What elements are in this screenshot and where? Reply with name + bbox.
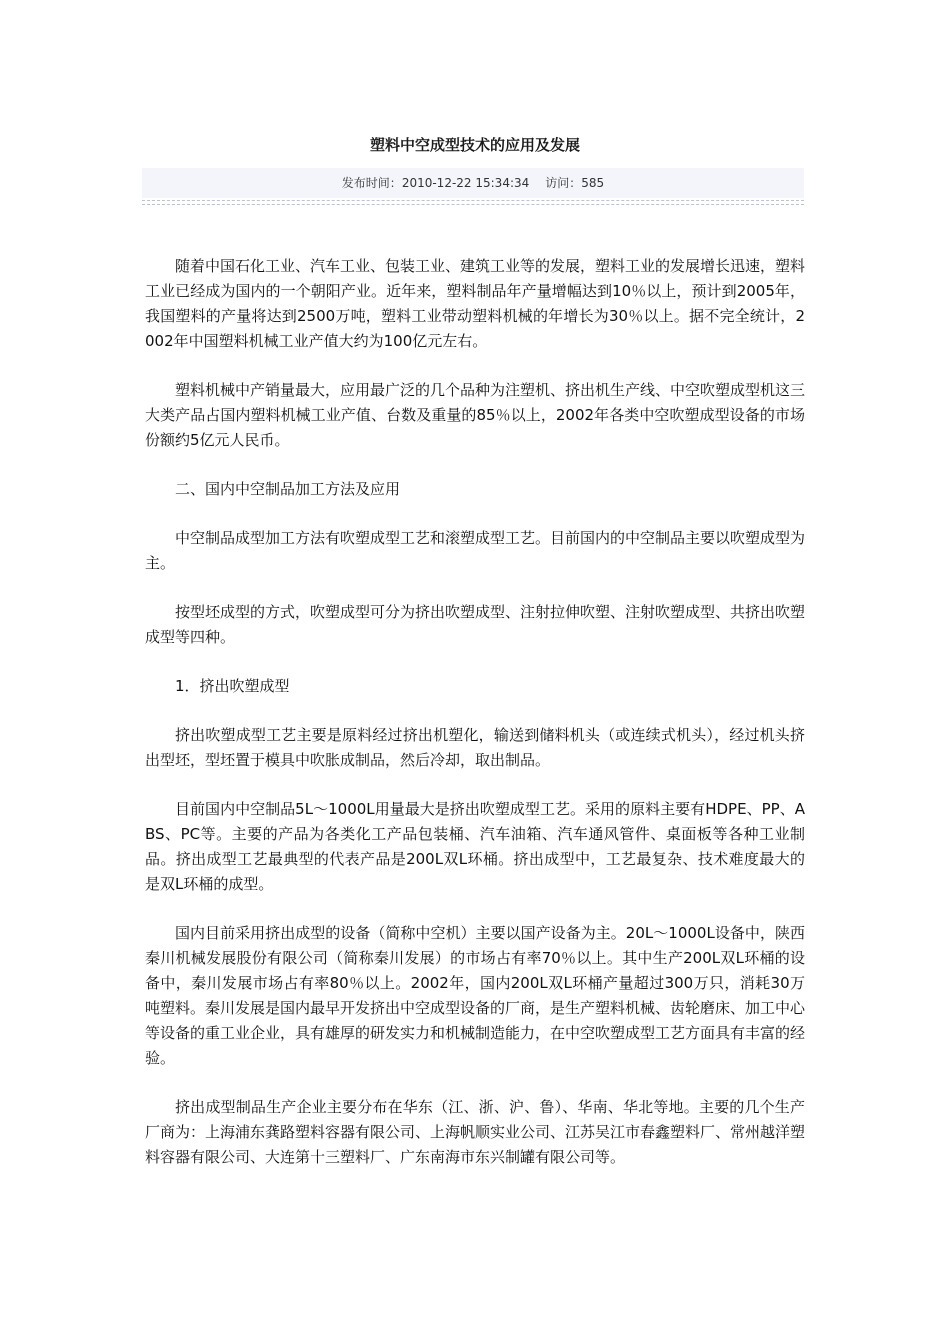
article-paragraph: 目前国内中空制品5L～1000L用量最大是挤出吹塑成型工艺。采用的原料主要有HDPE、PP、ABS、PC等。主要的产品为各类化工产品包装桶、汽车油箱、汽车通风管件、桌面板等各种工业制品。挤出成型工艺最典型的代表产品是200L双L环桶。挤出成型中，工艺最复杂、技术难度最大的是双L环桶的成型。 [145,800,805,893]
article-paragraph: 随着中国石化工业、汽车工业、包装工业、建筑工业等的发展，塑料工业的发展增长迅速，塑料工业已经成为国内的一个朝阳产业。近年来，塑料制品年产量增幅达到10％以上，预计到2005年，我国塑料的产量将达到2500万吨，塑料工业带动塑料机械的年增长为30％以上。据不完全统计，2002年中国塑料机械工业产值大约为100亿元左右。 [145,257,806,350]
meta-divider [142,200,804,201]
article-title: 塑料中空成型技术的应用及发展 [369,136,580,154]
article-body [145,254,805,1194]
visits-count: 585 [581,176,605,190]
published-label: 发布时间： [341,176,402,190]
article-paragraph: 塑料机械中产销量最大，应用最广泛的几个品种为注塑机、挤出机生产线、中空吹塑成型机这三大类产品占国内塑料机械工业产值、台数及重量的85％以上，2002年各类中空吹塑成型设备的市场份额约5亿元人民币。 [145,381,806,449]
visits-label: 访问： [545,176,582,190]
published-timestamp: 2010-12-22 15:34:34 [401,176,530,190]
article-paragraph: 挤出成型制品生产企业主要分布在华东（江、浙、沪、鲁）、华南、华北等地。主要的几个生产厂商为：上海浦东龚路塑料容器有限公司、上海帆顺实业公司、江苏吴江市春鑫塑料厂、常州越洋塑料容器有限公司、大连第十三塑料厂、广东南海市东兴制罐有限公司等。 [145,1098,806,1166]
subsection-heading: 1．挤出吹塑成型 [175,677,290,695]
article-paragraph: 按型坯成型的方式，吹塑成型可分为挤出吹塑成型、注射拉伸吹塑、注射吹塑成型、共挤出吹塑成型等四种。 [145,603,806,646]
section-heading: 二、国内中空制品加工方法及应用 [175,480,401,498]
article-paragraph: 挤出吹塑成型工艺主要是原料经过挤出机塑化，输送到储料机头（或连续式机头），经过机头挤出型坯，型坯置于模具中吹胀成制品，然后冷却，取出制品。 [145,726,805,769]
meta-divider-secondary [142,204,804,205]
article-meta-bar [142,168,804,198]
article-paragraph: 国内目前采用挤出成型的设备（简称中空机）主要以国产设备为主。20L～1000L设备中，陕西秦川机械发展股份有限公司（简称秦川发展）的市场占有率70％以上。其中生产200L双L环桶的设备中，秦川发展市场占有率80％以上。2002年，国内200L双L环桶产量超过300万只，消耗30万吨塑料。秦川发展是国内最早开发挤出中空成型设备的厂商，是生产塑料机械、齿轮磨床、加工中心等设备的重工业企业，具有雄厚的研发实力和机械制造能力，在中空吹塑成型工艺方面具有丰富的经验。 [145,924,806,1067]
article-paragraph: 中空制品成型加工方法有吹塑成型工艺和滚塑成型工艺。目前国内的中空制品主要以吹塑成型为主。 [145,529,806,572]
